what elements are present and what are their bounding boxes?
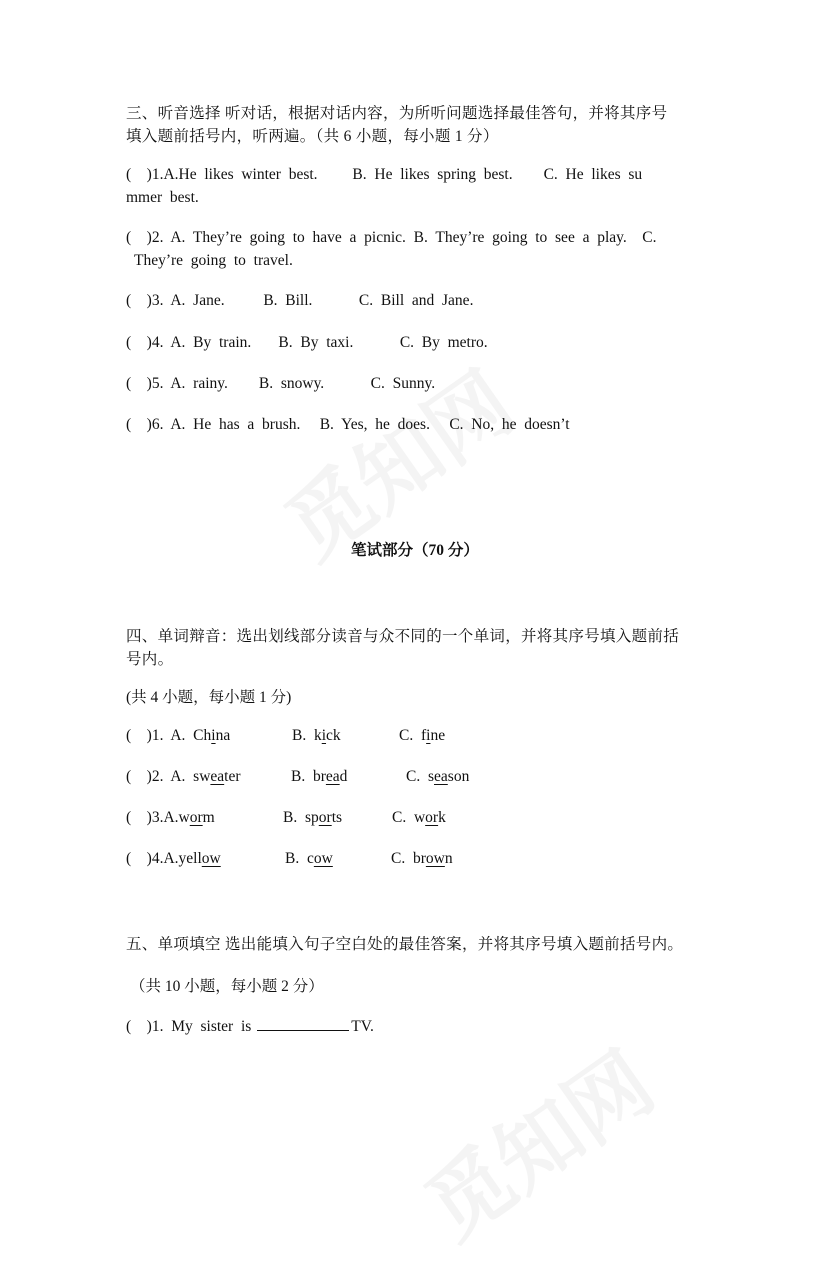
- choice-question-1: [126, 1016, 374, 1036]
- underlined-letters: i: [211, 727, 216, 744]
- written-part-title: 笔试部分（70 分）: [351, 542, 479, 559]
- listening-question-1-cont: mmer best.: [126, 189, 199, 206]
- word-part: m: [202, 809, 215, 826]
- word-part: yell: [178, 850, 202, 867]
- section4-subtitle: (共 4 小题，每小题 1 分): [126, 689, 292, 706]
- question-text: ( )1. My sister is: [126, 1018, 252, 1035]
- listening-question-3: ( )3. A. Jane. B. Bill. C. Bill and Jane.: [126, 292, 474, 309]
- section5-subtitle: （共 10 小题，每小题 2 分）: [130, 978, 324, 995]
- word-part: na: [215, 727, 231, 744]
- option-c: C. brown: [391, 850, 453, 867]
- question-number: ( )2. A.: [126, 768, 194, 785]
- option-b: B. cow: [285, 850, 333, 867]
- answer-blank[interactable]: [257, 1016, 349, 1031]
- listening-question-2-cont: They’re going to travel.: [134, 252, 293, 269]
- option-c: C. fine: [399, 727, 446, 744]
- listening-question-2: ( )2. A. They’re going to have a picnic. B. They’re going to see a play. C.: [126, 229, 657, 246]
- section4-title-line2: 号内。: [126, 651, 174, 668]
- option-b: B. kick: [292, 727, 341, 744]
- option-c: C. season: [406, 768, 470, 785]
- underlined-letters: or: [189, 809, 203, 826]
- watermark: [398, 1019, 674, 1262]
- section3-title-line2: 填入题前括号内，听两遍。（共 6 小题，每小题 1 分）: [126, 128, 499, 145]
- listening-question-5: ( )5. A. rainy. B. snowy. C. Sunny.: [126, 375, 436, 392]
- word-part: ter: [224, 768, 241, 785]
- word-part: sw: [193, 768, 211, 785]
- question-number: ( )3.A.: [126, 809, 179, 826]
- question-number: ( )1. A.: [126, 727, 194, 744]
- underlined-letters: ow: [201, 850, 221, 867]
- option-b: B. bread: [291, 768, 348, 785]
- phonics-question-2: [126, 768, 470, 786]
- question-number: ( )4.A.: [126, 850, 179, 867]
- listening-question-1: ( )1.A.He likes winter best. B. He likes spring best. C. He likes su: [126, 166, 643, 183]
- word-part: w: [178, 809, 190, 826]
- option-b: B. sports: [283, 809, 343, 826]
- question-text-end: TV.: [351, 1018, 374, 1035]
- section3-title-line1: 三、听音选择 听对话，根据对话内容，为所听问题选择最佳答句，并将其序号: [126, 105, 668, 122]
- underlined-letters: ea: [210, 768, 225, 785]
- word-part: Ch: [193, 727, 212, 744]
- section4-title-line1: 四、单词辩音：选出划线部分读音与众不同的一个单词，并将其序号填入题前括: [126, 628, 680, 645]
- listening-question-4: ( )4. A. By train. B. By taxi. C. By metro.: [126, 334, 488, 351]
- section5-title: 五、单项填空 选出能填入句子空白处的最佳答案，并将其序号填入题前括号内。: [126, 936, 684, 953]
- listening-question-6: ( )6. A. He has a brush. B. Yes, he does. C. No, he doesn’t: [126, 416, 570, 433]
- option-c: C. work: [392, 809, 446, 826]
- phonics-question-1: [126, 727, 446, 745]
- phonics-question-4: [126, 850, 453, 868]
- phonics-question-3: [126, 809, 446, 827]
